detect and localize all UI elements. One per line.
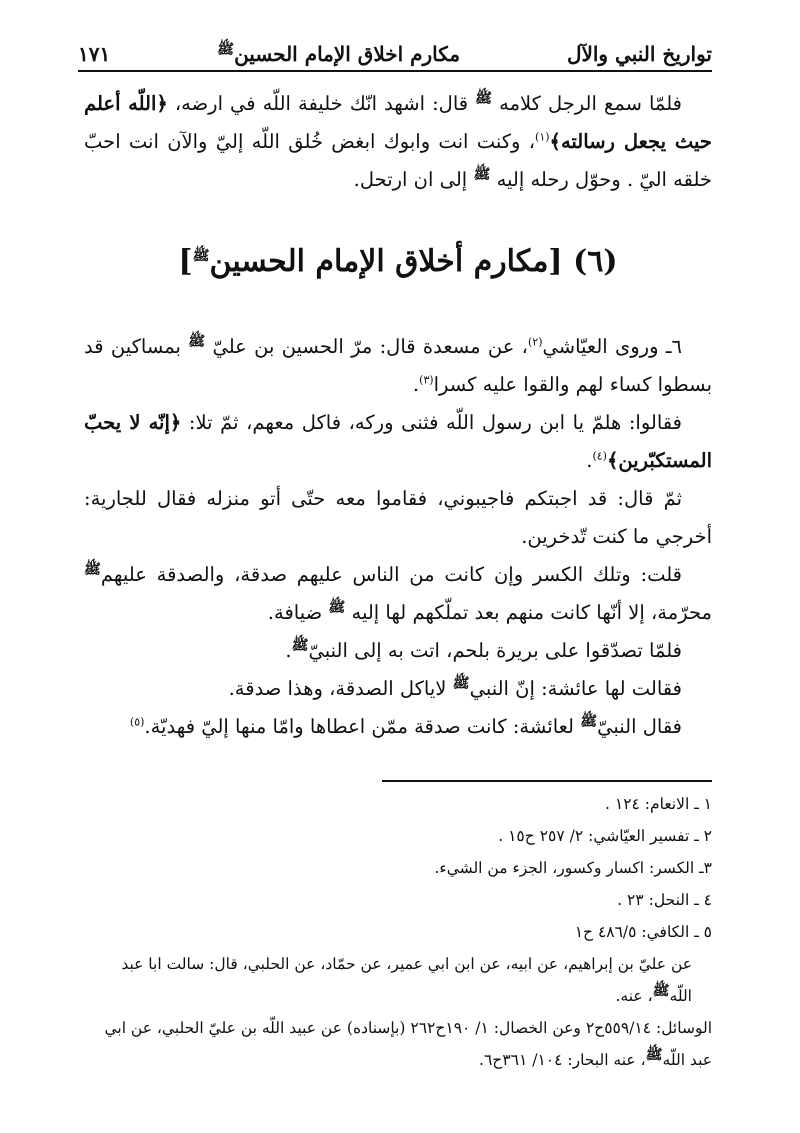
text-run: . bbox=[586, 449, 593, 472]
text-run: فقالوا: هلمّ يا ابن رسول اللّه فثنى وركه، فاكل معهم، ثمّ تلا: bbox=[188, 411, 682, 434]
section-bracket: ] bbox=[178, 244, 193, 279]
section-heading bbox=[84, 232, 712, 292]
text-run: عن عليّ بن إبراهيم، عن ابيه، عن ابن ابي عمير، عن حمّاد، عن الحلبي، قال: سالت ابا عبد اللّه bbox=[121, 955, 692, 1005]
text-run: . bbox=[285, 639, 292, 662]
text-run: لاياكل الصدقة، وهذا صدقة. bbox=[228, 677, 447, 700]
quran-verse: ﴿إنّه لا يحبّ المستكبّرين﴾ bbox=[84, 411, 712, 472]
paragraph bbox=[84, 85, 712, 199]
text-run: فلمّا سمع الرجل كلامه bbox=[499, 92, 682, 115]
text-run: ، عن مسعدة قال: مرّ الحسين بن عليّ bbox=[212, 335, 528, 358]
footnote: ٢ ـ تفسير العيّاشي: ٢/ ٢٥٧ ح١٥ . bbox=[498, 827, 712, 845]
honorific-mark: ﷺ bbox=[452, 675, 470, 692]
main-text bbox=[84, 328, 712, 746]
chapter-title bbox=[217, 42, 460, 66]
honorific-mark: ﷺ bbox=[475, 90, 493, 107]
running-header bbox=[78, 30, 712, 66]
chapter-title-text: مكارم اخلاق الإمام الحسين bbox=[234, 42, 461, 66]
footnote: ٣ـ الكسر: اكسار وكسور، الجزء من الشيء. bbox=[434, 859, 712, 877]
honorific-mark: ﷺ bbox=[652, 982, 670, 999]
honorific-mark: ﷺ bbox=[473, 166, 491, 183]
footnote-continuation bbox=[84, 948, 712, 1012]
paragraph bbox=[84, 480, 712, 556]
footnote-ref: (٢) bbox=[527, 335, 543, 349]
book-title: تواريخ النبي والآل bbox=[566, 42, 712, 66]
text-run: ، عنه. bbox=[615, 987, 653, 1005]
header-rule bbox=[78, 70, 712, 72]
honorific-mark: ﷺ bbox=[291, 637, 309, 654]
quran-verse: ﴿اللّه أعلم حيث يجعل رسالته﴾ bbox=[84, 92, 712, 153]
footnote-rule bbox=[382, 780, 712, 782]
text-run: ، وكنت انت وابوك ابغض خُلق اللّه إليّ والآن انت احبّ خلقه اليّ . وحوّل رحله إليه bbox=[84, 130, 712, 191]
intro-paragraph bbox=[84, 85, 712, 199]
text-run: إلى ان ارتحل. bbox=[353, 168, 468, 191]
honorific-mark: ﷺ bbox=[580, 713, 598, 730]
footnote bbox=[84, 1012, 712, 1076]
text-run: ضيافة. bbox=[267, 601, 323, 624]
footnote: ٤ ـ النحل: ٢٣ . bbox=[617, 891, 712, 909]
text-run: محرّمة، إلا أنّها كانت منهم بعد تملّكهم لها إليه bbox=[351, 601, 712, 624]
honorific-mark: ﷺ bbox=[188, 333, 206, 350]
footnote-ref: (٣) bbox=[419, 373, 434, 387]
footnote: ١ ـ الانعام: ١٢٤ . bbox=[605, 795, 712, 813]
footnotes bbox=[84, 788, 712, 1076]
honorific-mark: ﷺ bbox=[84, 561, 101, 578]
text-run: ، عنه البحار: ١٠٤/ ٣٦١ح٦. bbox=[479, 1051, 646, 1069]
text-run: فقالت لها عائشة: إنّ النبي bbox=[469, 677, 682, 700]
section-title: [مكارم أخلاق الإمام الحسين bbox=[209, 244, 563, 279]
text-run: ٦ـ وروى العيّاشي bbox=[542, 335, 683, 358]
honorific-mark: ﷺ bbox=[217, 41, 235, 58]
footnote-ref: (٤) bbox=[592, 449, 607, 463]
paragraph bbox=[84, 404, 712, 480]
footnote-ref: (٥) bbox=[129, 715, 145, 729]
text-run: فلمّا تصدّقوا على بريرة بلحم، اتت به إلى النبيّ bbox=[308, 639, 682, 662]
text-run: الوسائل: ٥٥٩/١٤ح٢ وعن الخصال: ١/ ١٩٠ح٢٦٢ (بإسناده) عن عبيد اللّه بن عليّ الحلبي، عن ابي عبد اللّه bbox=[104, 1019, 712, 1069]
honorific-mark: ﷺ bbox=[645, 1046, 663, 1063]
paragraph bbox=[84, 632, 712, 670]
text-run: لعائشة: كانت صدقة ممّن اعطاها وامّا منها إليّ فهديّة. bbox=[144, 715, 574, 738]
text-run: بمساكين قد بسطوا كساء لهم والقوا عليه كسرا bbox=[84, 335, 712, 396]
text-run: قال: اشهد انّك خليفة اللّه في ارضه، bbox=[174, 92, 469, 115]
page-number: ١٧١ bbox=[78, 42, 111, 66]
honorific-mark: ﷺ bbox=[192, 248, 210, 264]
text-run: فقال النبيّ bbox=[597, 715, 682, 738]
text-run: . bbox=[412, 373, 420, 396]
paragraph bbox=[84, 708, 712, 746]
paragraph bbox=[84, 670, 712, 708]
text-run: ثمّ قال: قد اجبتكم فاجيبوني، فقاموا معه حتّى أتو منزله فقال للجارية: أخرجي ما كنت تّدخرين. bbox=[84, 487, 712, 548]
section-number: (٦) bbox=[573, 244, 618, 279]
paragraph bbox=[84, 556, 712, 632]
footnote: ٥ ـ الكافي: ٤٨٦/٥ ح١ bbox=[574, 923, 712, 941]
footnote-ref: (١) bbox=[535, 130, 550, 144]
honorific-mark: ﷺ bbox=[328, 599, 346, 616]
paragraph bbox=[84, 328, 712, 404]
text-run: قلت: وتلك الكسر وإن كانت من الناس عليهم صدقة، والصدقة عليهم bbox=[100, 563, 682, 586]
